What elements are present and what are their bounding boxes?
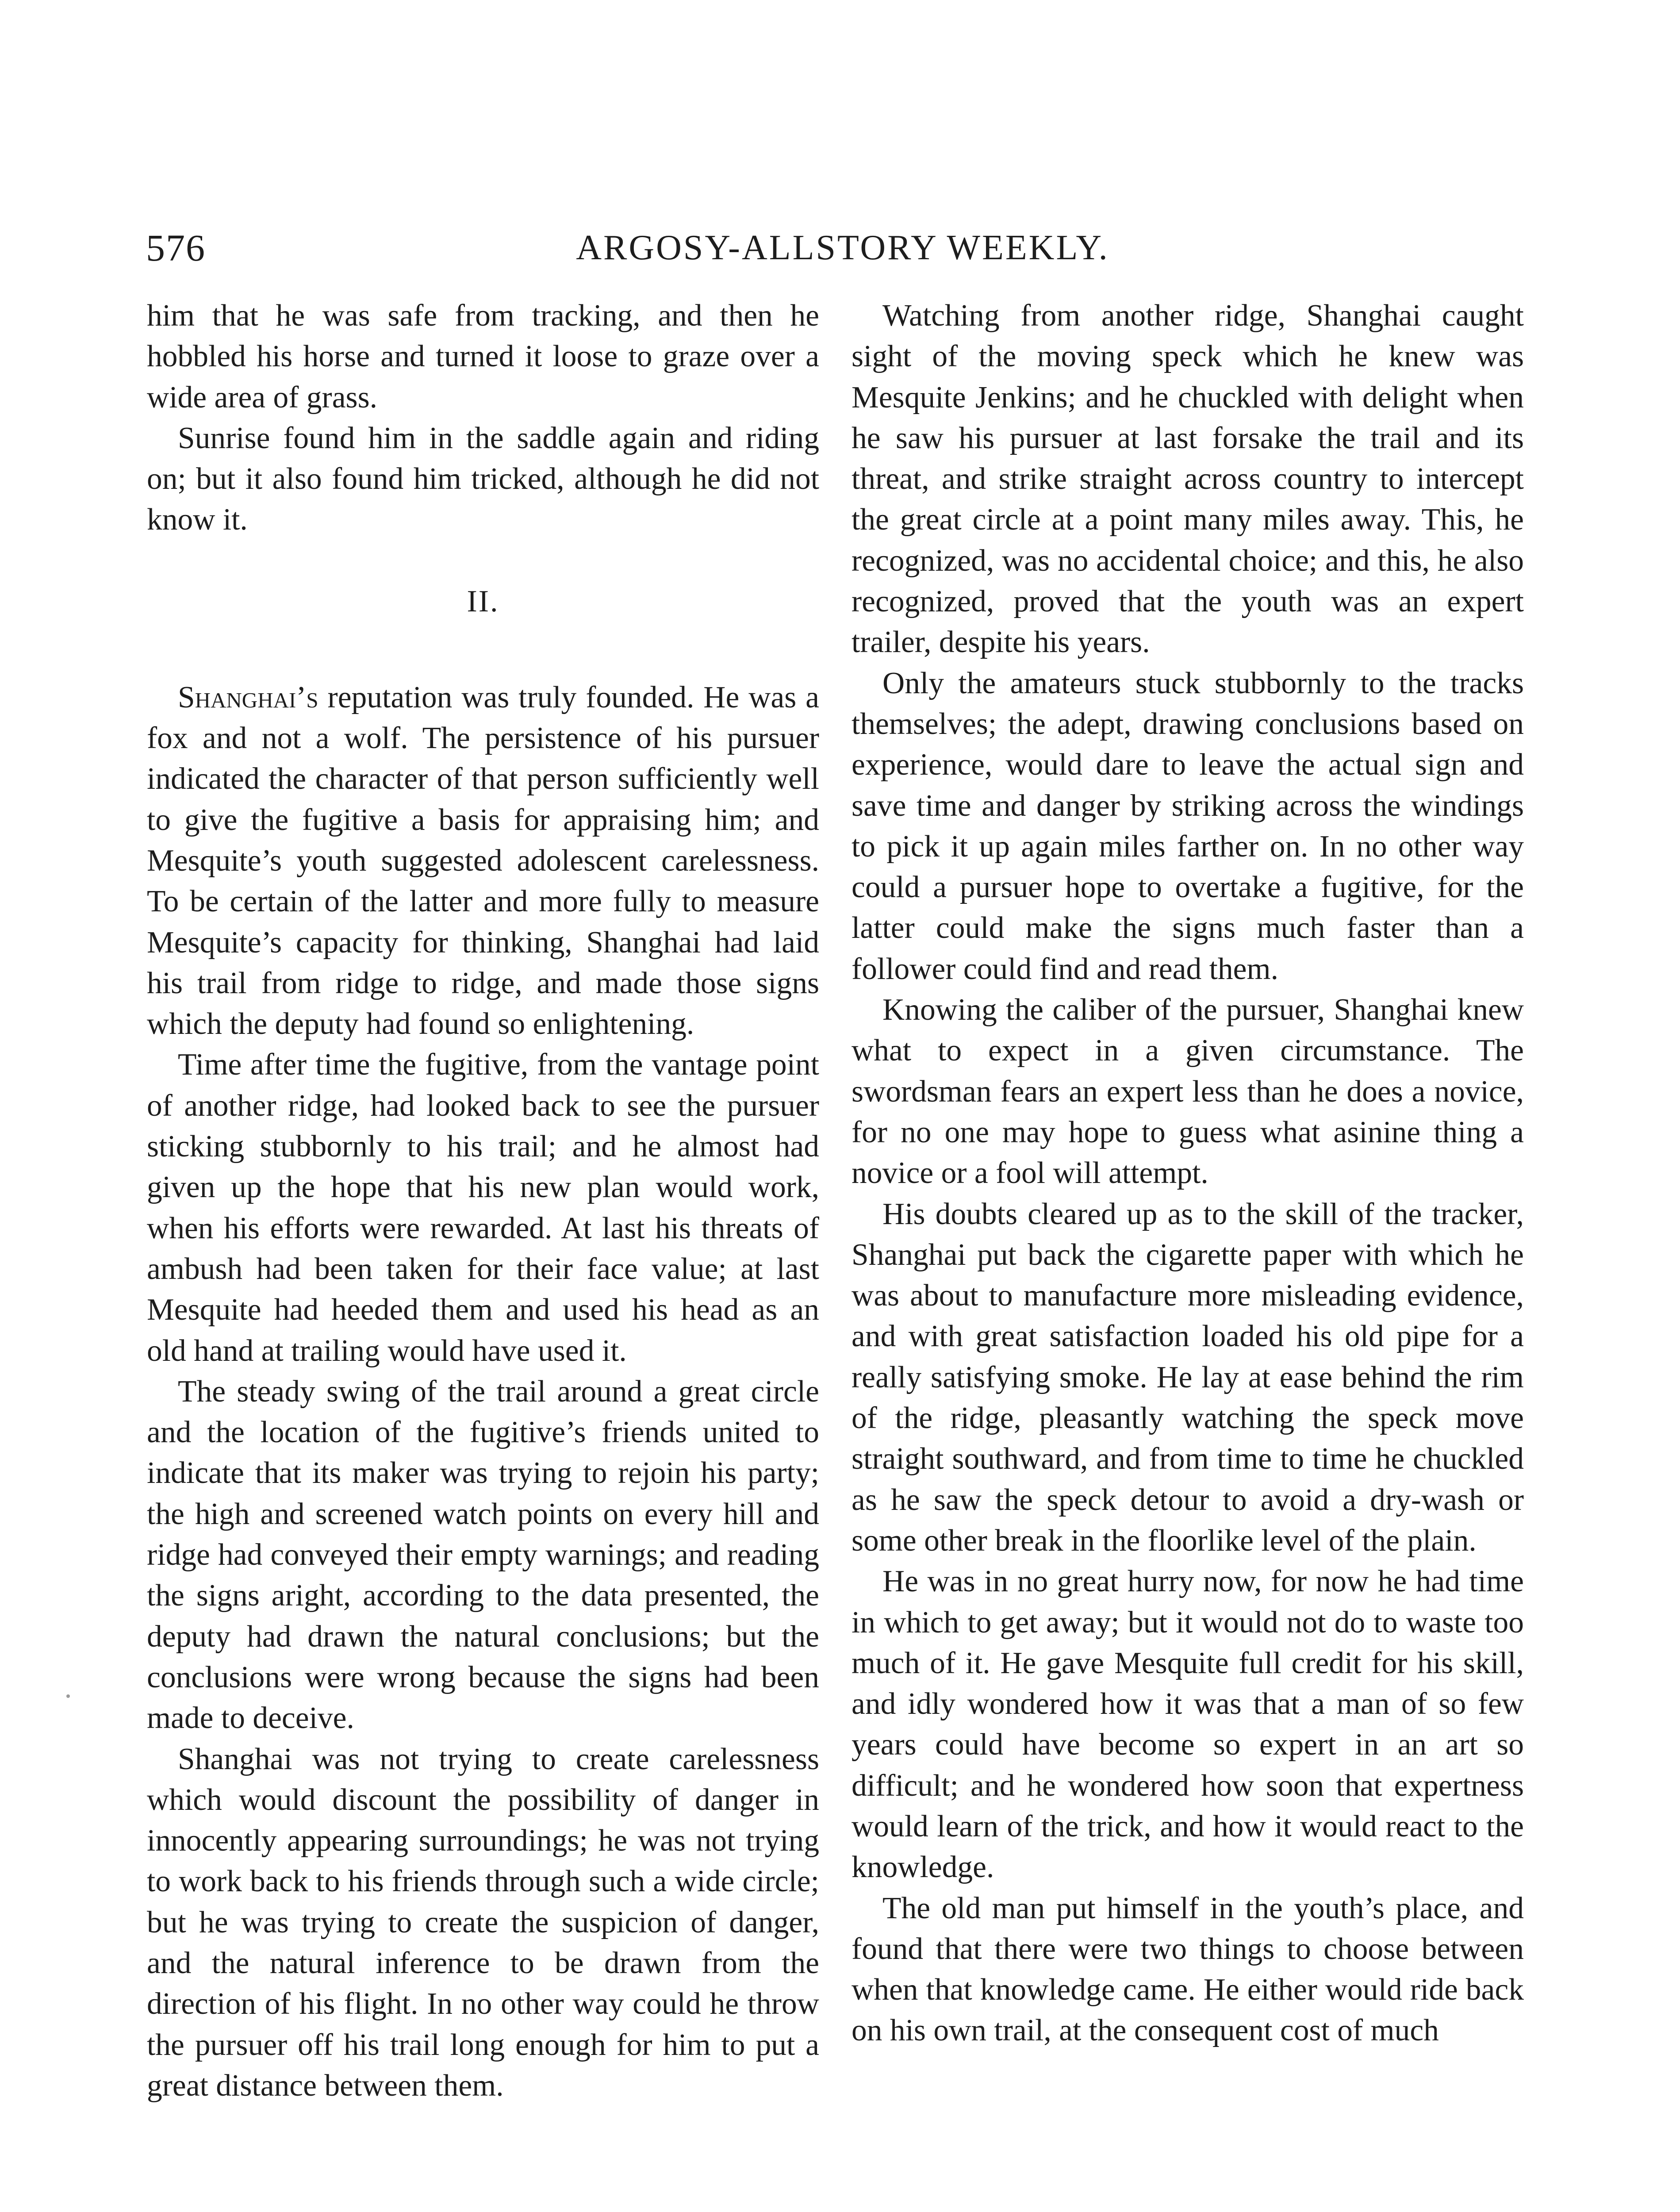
right-column xyxy=(852,296,1524,2051)
print-speck xyxy=(66,1694,70,1698)
left-column xyxy=(147,296,819,2106)
name-smallcaps: Shanghai’s xyxy=(178,680,318,714)
running-title: ARGOSY-ALLSTORY WEEKLY. xyxy=(576,228,1109,267)
page-number: 576 xyxy=(146,227,206,269)
paragraph: His doubts cleared up as to the skill of the tracker, Shanghai put back the cigarette paper with which he was about to manufacture more misleading evidence, and with great satisfaction loaded his old pipe for a really satisfying smoke. He lay at ease behind the rim of the ridge, pleasantly watching the speck move straight southward, and from time to time he chuckled as he saw the speck detour to avoid a dry-wash or some other break in the floorlike level of the plain. xyxy=(852,1197,1524,1558)
paragraph-text: reputation was truly founded. He was a fox and not a wolf. The persistence of his pursuer indicated the character of that person sufficiently well to give the fugitive a basis for appraising him; and Mesquite’s youth suggested adolescent carelessness. To be certain of the latter and more fully to measure Mesquite’s capacity for thinking, Shanghai had laid his trail from ridge to ridge, and made those signs which the deputy had found so enlightening. xyxy=(147,680,819,1041)
paragraph: Knowing the caliber of the pursuer, Shanghai knew what to expect in a given circumstance. The swordsman fears an expert less than he does a novice, for no one may hope to guess what asinine thing a novice or a fool will attempt. xyxy=(852,993,1524,1190)
paragraph: The steady swing of the trail around a great circle and the location of the fugitive’s friends united to indicate that its maker was trying to rejoin his party; the high and screened watch points on every hill and ridge had conveyed their empty warnings; and reading the signs aright, according to the data presented, the deputy had drawn the natural conclusions; but the conclusions were wrong because the signs had been made to deceive. xyxy=(147,1374,819,1736)
paragraph: him that he was safe from tracking, and then he hobbled his horse and turned it loose to graze over a wide area of grass. xyxy=(147,299,819,415)
paragraph: Time after time the fugitive, from the vantage point of another ridge, had looked back to see the pursuer sticking stubbornly to his trail; and he almost had given up the hope that his new plan would work, when his efforts were rewarded. At last his threats of ambush had been taken for their face value; at last Mesquite had heeded them and used his head as an old hand at trailing would have used it. xyxy=(147,1048,819,1368)
paragraph: Shanghai was not trying to create carelessness which would discount the possibility of danger in innocently appearing surroundings; he was not trying to work back to his friends through such a wide circle; but he was trying to create the suspicion of danger, and the natural inference to be drawn from the direction of his flight. In no other way could he throw the pursuer off his trail long enough for him to put a great distance between them. xyxy=(147,1742,819,2103)
running-header xyxy=(146,223,1539,272)
paragraph: Sunrise found him in the saddle again and riding on; but it also found him tricked, although he did not know it. xyxy=(147,421,819,537)
paragraph: He was in no great hurry now, for now he had time in which to get away; but it would not do to waste too much of it. He gave Mesquite full credit for his skill, and idly wondered how it was that a man of so few years could have become so expert in an art so difficult; and he wondered how soon that expertness would learn of the trick, and how it would react to the knowledge. xyxy=(852,1564,1524,1885)
paragraph: The old man put himself in the youth’s place, and found that there were two things to choose between when that knowledge came. He either would ride back on his own trail, at the consequent cost of much xyxy=(852,1891,1524,2048)
paragraph: Watching from another ridge, Shanghai caught sight of the moving speck which he knew was Mesquite Jenkins; and he chuckled with delight when he saw his pursuer at last forsake the trail and its threat, and strike straight across country to intercept the great circle at a point many miles away. This, he recognized, was no accidental choice; and this, he also recognized, proved that the youth was an expert trailer, despite his years. xyxy=(852,299,1524,660)
paragraph: Only the amateurs stuck stubbornly to the tracks themselves; the adept, drawing conclusions based on experience, would dare to leave the actual sign and save time and danger by striking across the windings to pick it up again miles farther on. In no other way could a pursuer hope to overtake a fugitive, for the latter could make the signs much faster than a follower could find and read them. xyxy=(852,666,1524,986)
section-heading: II. xyxy=(467,584,499,618)
paragraph xyxy=(147,677,819,1045)
